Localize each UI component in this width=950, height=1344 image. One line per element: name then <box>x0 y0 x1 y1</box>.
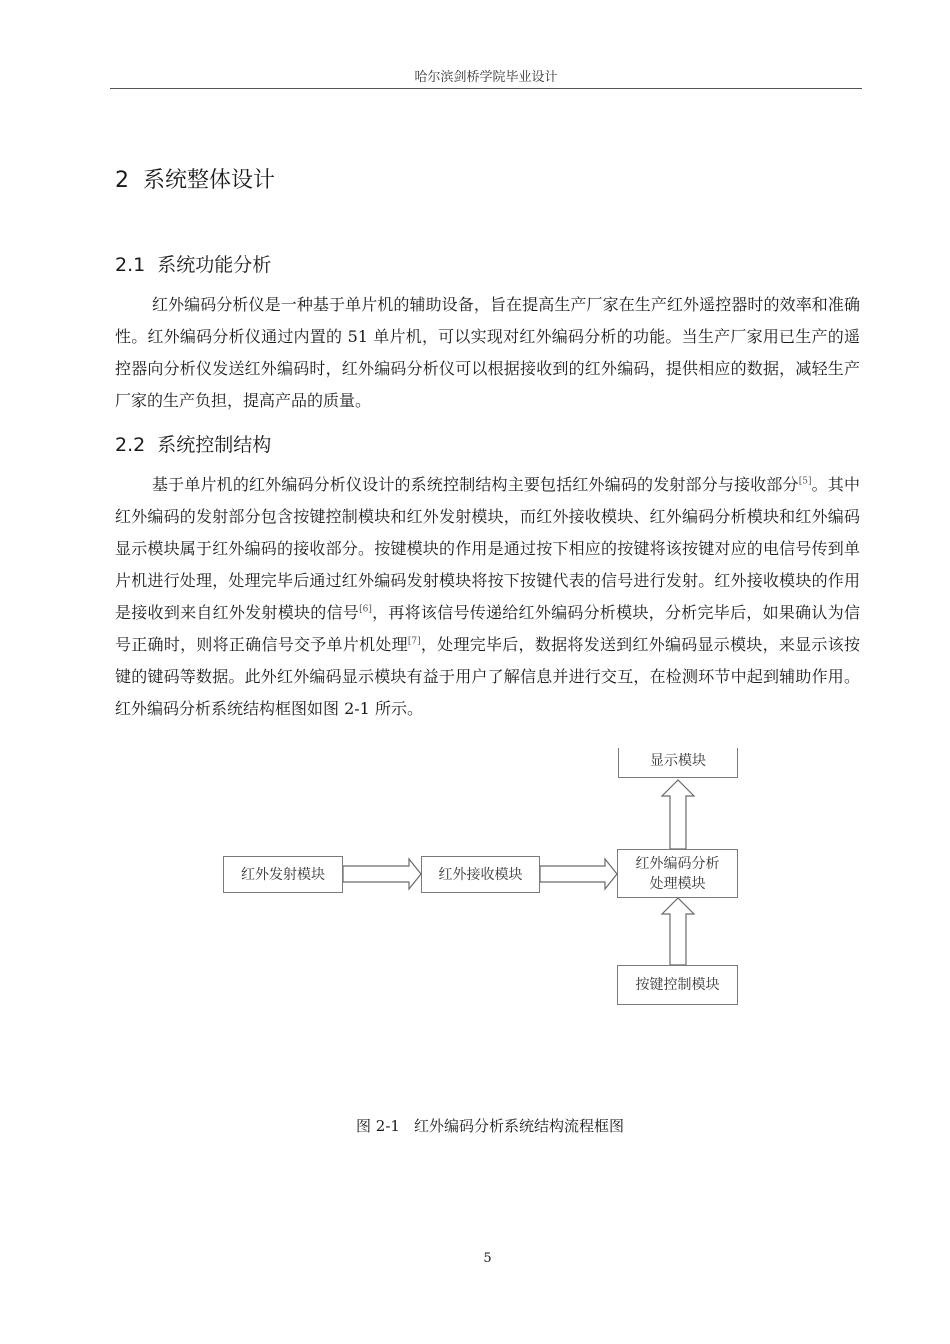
arrow-transmit-to-receive <box>343 859 421 889</box>
section-2-1-paragraph: 红外编码分析仪是一种基于单片机的辅助设备，旨在提高生产厂家在生产红外遥控器时的效率和准确性。红外编码分析仪通过内置的 51 单片机，可以实现对红外编码分析的功能。当生产厂家用已生产的遥控器向分析仪发送红外编码时，红外编码分析仪可以根据接收到的红外编码，提供相应的数据，减轻生产厂家的生产负担，提高产品的质量。 <box>115 295 860 410</box>
arrow-analysis-to-display <box>662 780 694 849</box>
page-number: 5 <box>483 1251 492 1266</box>
ir-receive-module-label: 红外接收模块 <box>438 866 523 883</box>
figure-label: 图 2-1 <box>356 1117 400 1135</box>
section-heading-2-2 <box>115 430 271 457</box>
ir-transmit-module-box <box>223 856 343 893</box>
section-title: 系统功能分析 <box>157 254 272 276</box>
key-control-module-box <box>617 965 738 1005</box>
section-heading-2-1 <box>115 250 271 277</box>
section-2-2-paragraph <box>115 469 860 725</box>
page-header: 哈尔滨剑桥学院毕业设计 <box>414 70 558 85</box>
ir-analysis-module-label-line1: 红外编码分析 <box>635 855 720 872</box>
paragraph-text: 基于单片机的红外编码分析仪设计的系统控制结构主要包括红外编码的发射部分与接收部分 <box>152 475 799 494</box>
paragraph-text: 。其中红外编码的发射部分包含按键控制模块和红外发射模块，而红外接收模块、红外编码分析模块和红外编码显示模块属于红外编码的接收部分。按键模块的作用是通过按下相应的按键将该按键对应的电信号传到单片机进行处理，处理完毕后通过红外编码发射模块将按下按键代表的信号进行发射。红外接收模块的作用是接收到来自红外发射模块的信号 <box>115 475 860 622</box>
citation-ref: [7] <box>407 636 421 647</box>
key-control-module-label: 按键控制模块 <box>635 977 720 993</box>
ir-analysis-module-label-line2: 处理模块 <box>649 875 706 892</box>
arrow-receive-to-analysis <box>540 859 617 889</box>
ir-receive-module-box <box>421 856 540 893</box>
chapter-title: 系统整体设计 <box>143 168 276 193</box>
paragraph-text: ，再将该信号传递给红外编码分析模块，分析完毕后，如果确认为信号正确时，则将正确信号交予单片机处理 <box>115 603 860 654</box>
chapter-number: 2 <box>115 168 129 193</box>
section-number: 2.1 <box>115 254 146 276</box>
arrow-key-to-analysis <box>662 898 694 965</box>
figure-title: 红外编码分析系统结构流程框图 <box>413 1117 624 1135</box>
ir-analysis-module-box <box>617 849 738 898</box>
section-number: 2.2 <box>115 434 146 456</box>
paragraph-text: ，处理完毕后，数据将发送到红外编码显示模块，来显示该按键的键码等数据。此外红外编码显示模块有益于用户了解信息并进行交互，在检测环节中起到辅助作用。红外编码分析系统结构框图如图 2-1 所示。 <box>115 635 860 718</box>
citation-ref: [5] <box>798 476 812 487</box>
section-title: 系统控制结构 <box>157 434 272 456</box>
figure-caption <box>0 1115 950 1136</box>
chapter-heading <box>115 163 275 194</box>
display-module-label: 显示模块 <box>650 753 706 769</box>
display-module-box <box>618 748 738 778</box>
ir-transmit-module-label: 红外发射模块 <box>241 866 325 883</box>
citation-ref: [6] <box>359 604 372 615</box>
header-rule <box>110 88 862 89</box>
